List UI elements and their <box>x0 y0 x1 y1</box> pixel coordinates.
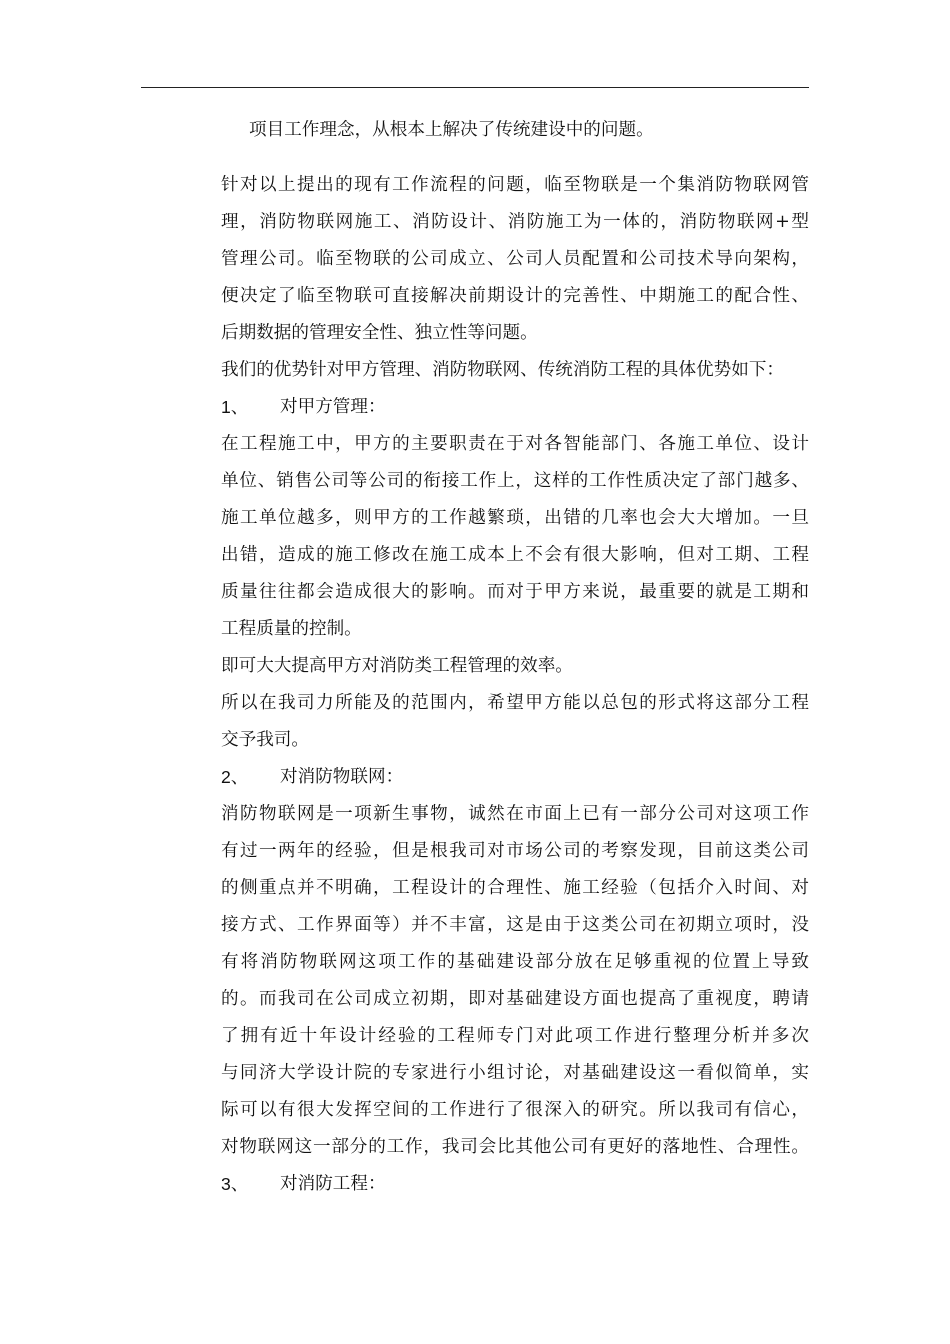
text-line: 理，消防物联网施工、消防设计、消防施工为一体的，消防物联网+型 <box>221 212 809 232</box>
section-number: 3、 <box>221 1174 249 1194</box>
text-line: 消防物联网是一项新生事物，诚然在市面上已有一部分公司对这项工作 <box>221 804 809 824</box>
paragraph-advantages: 我们的优势针对甲方管理、消防物联网、传统消防工程的具体优势如下： <box>221 360 785 380</box>
intro-line: 项目工作理念，从根本上解决了传统建设中的问题。 <box>249 120 654 140</box>
document-body <box>221 112 809 1203</box>
text-line: 管理公司。临至物联的公司成立、公司人员配置和公司技术导向架构， <box>221 249 809 269</box>
section-title: 对甲方管理： <box>280 397 386 417</box>
paragraph-overview <box>221 167 809 352</box>
text-line: 有将消防物联网这项工作的基础建设部分放在足够重视的位置上导致 <box>221 952 809 972</box>
text-line: 了拥有近十年设计经验的工程师专门对此项工作进行整理分析并多次 <box>221 1026 809 1046</box>
text-line: 在工程施工中，甲方的主要职责在于对各智能部门、各施工单位、设计 <box>221 434 809 454</box>
text-line: 对物联网这一部分的工作，我司会比其他公司有更好的落地性、合理性。 <box>221 1137 809 1157</box>
section-number: 2、 <box>221 767 249 787</box>
text-line: 工程质量的控制。 <box>221 619 362 639</box>
section-title: 对消防工程： <box>280 1174 386 1194</box>
text-line: 的。而我司在公司成立初期，即对基础建设方面也提高了重视度，聘请 <box>221 989 809 1009</box>
text-line: 施工单位越多，则甲方的工作越繁琐，出错的几率也会大大增加。一旦 <box>221 508 809 528</box>
text-line: 所以在我司力所能及的范围内，希望甲方能以总包的形式将这部分工程 <box>221 693 809 713</box>
text-line: 接方式、工作界面等）并不丰富，这是由于这类公司在初期立项时，没 <box>221 915 809 935</box>
text-line: 的侧重点并不明确，工程设计的合理性、施工经验（包括介入时间、对 <box>221 878 809 898</box>
text-line: 交予我司。 <box>221 730 309 750</box>
text-line: 后期数据的管理安全性、独立性等问题。 <box>221 323 538 343</box>
paragraph-gap <box>221 149 809 167</box>
section-title: 对消防物联网： <box>280 767 404 787</box>
text-line: 质量往往都会造成很大的影响。而对于甲方来说，最重要的就是工期和 <box>221 582 809 602</box>
section-number: 1、 <box>221 397 249 417</box>
text-line: 单位、销售公司等公司的衔接工作上，这样的工作性质决定了部门越多、 <box>221 471 809 491</box>
paragraph-iot <box>221 796 809 1166</box>
section-heading-1 <box>221 389 809 426</box>
text-line: 出错，造成的施工修改在施工成本上不会有很大影响，但对工期、工程 <box>221 545 809 565</box>
text-line: 与同济大学设计院的专家进行小组讨论，对基础建设这一看似简单，实 <box>221 1063 809 1083</box>
paragraph-efficiency: 即可大大提高甲方对消防类工程管理的效率。 <box>221 656 573 676</box>
text-line: 便决定了临至物联可直接解决前期设计的完善性、中期施工的配合性、 <box>221 286 809 306</box>
section-heading-2 <box>221 759 809 796</box>
text-line: 际可以有很大发挥空间的工作进行了很深入的研究。所以我司有信心， <box>221 1100 809 1120</box>
text-line: 针对以上提出的现有工作流程的问题，临至物联是一个集消防物联网管 <box>221 175 809 195</box>
section-heading-3 <box>221 1166 809 1203</box>
paragraph-contract <box>221 685 809 759</box>
header-rule <box>141 87 809 88</box>
paragraph-client-management <box>221 426 809 648</box>
text-line: 有过一两年的经验，但是根我司对市场公司的考察发现，目前这类公司 <box>221 841 809 861</box>
